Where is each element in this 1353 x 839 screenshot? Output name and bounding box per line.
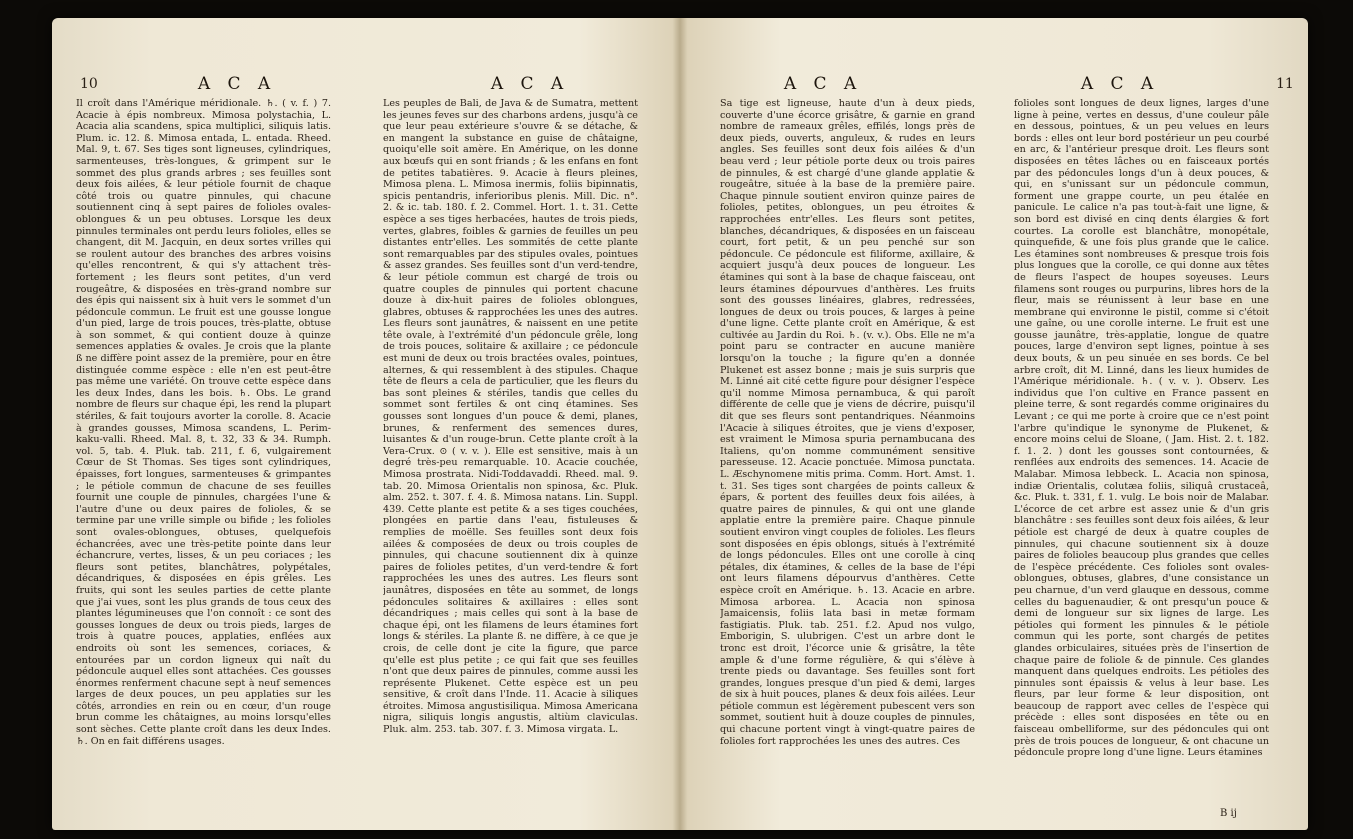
text-column-b: [383, 98, 638, 798]
folio-left: 10: [80, 76, 98, 92]
text-column-b: [1014, 98, 1269, 798]
running-head-right-col: A C A: [490, 74, 570, 94]
column-text: Il croît dans l'Amérique méridionale. ♄. ( v. f. ) 7. Acacie à épis nombreux. Mimosa polystachia, L. Acacia alia scandens, spica multiplici, siliquis latis. Plum. ic. 12. ß. Mimosa entada, L. entada. Rheed. Mal. 9, t. 67. Ses tiges sont ligneuses, cylindriques, sarmenteuses, très-longues, & grimpent sur le sommet des plus grands arbres ; ses feuilles sont deux fois ailées, & leur pétiole fournit de chaque côté trois ou quatre pinnules, qui chacune soutiennent cinq à sept paires de folioles ovales-oblongues & un peu obtuses. Lorsque les deux pinnules terminales ont perdu leurs folioles, elles se changent, dit M. Jacquin, en deux sortes vrilles qui se roulent autour des branches des arbres voisins qu'elles rencontrent, & qui s'y attachent très-fortement ; les fleurs sont petites, d'un verd rougeâtre, & disposées en très-grand nombre sur des épis qui naissent six à huit vers le sommet d'un pédoncule commun. Le fruit est une gousse longue d'un pied, large de trois pouces, très-platte, obtuse à son sommet, & qui contient douze à quinze semences applaties & ovales. Je crois que la plante ß ne diffère point assez de la première, pour en être distinguée comme espèce : elle n'en est peut-être pas même une variété. On trouve cette espèce dans les deux Indes, dans les bois. ♄. Obs. Le grand nombre de fleurs sur chaque épi, les rend la plupart stériles, & fait toujours avorter la corolle. 8. Acacie à grandes gousses, Mimosa scandens, L. Perim-kaku-valli. Rheed. Mal. 8, t. 32, 33 & 34. Rumph. vol. 5, tab. 4. Pluk. tab. 211, f. 6, vulgairement Cœur de St Thomas. Ses tiges sont cylindriques, épaisses, fort longues, sarmenteuses & grimpantes ; le pétiole commun de chacune de ses feuilles fournit une couple de pinnules, chargées l'une & l'autre d'une ou deux paires de folioles, & se termine par une vrille simple ou bifide ; les folioles sont ovales-oblongues, obtuses, quelquefois échancrées, avec une très-petite pointe dans leur échancrure, vertes, lisses, & un peu coriaces ; les fleurs sont petites, blanchâtres, polypétales, décandriques, & disposées en épis grêles. Les fruits, qui sont les seules parties de cette plante que j'ai vues, sont les plus grands de tous ceux des plantes légumineuses que l'on connoît : ce sont des gousses longues de deux ou trois pieds, larges de trois à quatre pouces, applaties, enflées aux endroits où sont les semences, coriaces, & entourées par un cordon ligneux qui naît du pédoncule auquel elles sont attachées. Ces gousses énormes renferment chacune sept à neuf semences larges de deux pouces, un peu applaties sur les côtés, arrondies en rein ou en cœur, d'un rouge brun comme les châtaignes, au moins lorsqu'elles sont sèches. Cette plante croît dans les deux Indes. ♄. On en fait différens usages.: [76, 98, 331, 747]
text-column-a: [76, 98, 331, 798]
left-page: [52, 18, 680, 830]
folio-right: 11: [1276, 76, 1294, 92]
text-column-a: [720, 98, 975, 798]
running-head-left-col: A C A: [783, 74, 863, 94]
column-text: folioles sont longues de deux lignes, larges d'une ligne à peine, vertes en dessus, d'une couleur pâle en dessous, pointues, & un peu velues en leurs bords : elles ont leur bord postérieur un peu courbé en arc, & l'antérieur presque droit. Les fleurs sont disposées en têtes lâches ou en faisceaux portés par des pédoncules longs d'un à deux pouces, & qui, en s'unissant sur un pédoncule commun, forment une grappe courte, un peu étalée en panicule. Le calice n'a pas tout-à-fait une ligne, & son bord est divisé en cinq dents élargies & fort courtes. La corolle est blanchâtre, monopétale, quinquefide, & une fois plus grande que le calice. Les étamines sont nombreuses & presque trois fois plus longues que la corolle, ce qui donne aux têtes de fleurs l'aspect de houpes soyeuses. Leurs filamens sont rouges ou purpurins, libres hors de la fleur, mais se réunissent à leur base en une membrane qui environne le pistil, comme si c'étoit une gaîne, ou une corolle interne. Le fruit est une gousse jaunâtre, très-applatie, longue de quatre pouces, large d'environ sept lignes, pointue à ses deux bouts, & un peu sinuée en ses bords. Ce bel arbre croît, dit M. Linné, dans les lieux humides de l'Amérique méridionale. ♄. ( v. v. ). Observ. Les individus que l'on cultive en France passent en pleine terre, & sont regardés comme originaires du Levant ; ce qui me porte à croire que ce n'est point l'arbre qu'indique le synonyme de Plukenet, & encore moins celui de Sloane, ( Jam. Hist. 2. t. 182. f. 1. 2. ) dont les gousses sont contournées, & renflées aux endroits des semences. 14. Acacie de Malabar. Mimosa lebbeck. L. Acacia non spinosa, indiæ Orientalis, colutæa foliis, siliquâ crustaceâ, &c. Pluk. t. 331, f. 1. vulg. Le bois noir de Malabar. L'écorce de cet arbre est assez unie & d'un gris blanchâtre : ses feuilles sont deux fois ailées, & leur pétiole est chargé de deux à quatre couples de pinnules, qui chacune soutiennent six à douze paires de folioles beaucoup plus grandes que celles de l'espèce précédente. Ces folioles sont ovales-oblongues, obtuses, glabres, d'une consistance un peu charnue, d'un verd glauque en dessous, comme celles du baguenaudier, & ont presqu'un pouce & demi de longueur sur six lignes de large. Les pétioles qui forment les pinnules & le pétiole commun qui les porte, sont chargés de petites glandes orbiculaires, situées près de l'insertion de chaque paire de foliole & de pinnule. Ces glandes manquent dans quelques endroits. Les pétioles des pinnules sont épaissis & velus à leur base. Les fleurs, par leur forme & leur disposition, ont beaucoup de rapport avec celles de l'espèce qui précède : elles sont disposées en tête ou en faisceau ombelliforme, sur des pédoncules qui ont près de trois pouces de longueur, & ont chacune un pédoncule propre long d'une ligne. Leurs étamines: [1014, 98, 1269, 759]
column-text: Sa tige est ligneuse, haute d'un à deux pieds, couverte d'une écorce grisâtre, & garnie en grand nombre de rameaux grêles, effilés, longs près de deux pieds, ouverts, anguleux, & rudes en leurs angles. Ses feuilles sont deux fois ailées & d'un beau verd ; leur pétiole porte deux ou trois paires de pinnules, & est chargé d'une glande applatie & rougeâtre, située à la base de la première paire. Chaque pinnule soutient environ quinze paires de folioles, petites, oblongues, un peu étroites & rapprochées entr'elles. Les fleurs sont petites, blanches, décandriques, & disposées en un faisceau court, fort petit, & un peu penché sur son pédoncule. Ce pédoncule est filiforme, axillaire, & acquiert jusqu'à deux pouces de longueur. Les étamines qui sont à la base de chaque faisceau, ont leurs étamines dépourvues d'anthères. Les fruits sont des gousses linéaires, glabres, redressées, longues de deux ou trois pouces, & larges à peine d'une ligne. Cette plante croît en Amérique, & est cultivée au Jardin du Roi. ♄. (v. v.). Obs. Elle ne m'a point paru se contracter en aucune manière lorsqu'on la touche ; la figure qu'en a donnée Plukenet est assez bonne ; mais je suis surpris que M. Linné ait cité cette figure pour désigner l'espèce qu'il nomme Mimosa pernambuca, & qui paroît différente de celle que je viens de décrire, puisqu'il dit que ses fleurs sont pentandriques. Néanmoins l'Acacie à siliques étroites, que je viens d'exposer, est vraiment le Mimosa spuria pernambucana des Italiens, qu'on nomme communément sensitive paresseuse. 12. Acacie ponctuée. Mimosa punctata. L. Æschynomene mitis prima. Comm. Hort. Amst. 1. t. 31. Ses tiges sont chargées de points calleux & épars, & portent des feuilles deux fois ailées, à quatre paires de pinnules, & qui ont une glande applatie entre la première paire. Chaque pinnule soutient environ vingt couples de folioles. Les fleurs sont disposées en épis oblongs, situés à l'extrémité de longs pédoncules. Elles ont une corolle à cinq pétales, dix étamines, & celles de la base de l'épi ont leurs filamens dépourvus d'anthères. Cette espèce croît en Amérique. ♄. 13. Acacie en arbre. Mimosa arborea. L. Acacia non spinosa Jamaicensis, foliis lata basi in metæ formam fastigiatis. Pluk. tab. 251. f.2. Apud nos vulgo, Emborigin, S. ulubrigen. C'est un arbre dont le tronc est droit, l'écorce unie & grisâtre, la tête ample & d'une forme régulière, & qui s'élève à trente pieds ou davantage. Ses feuilles sont fort grandes, longues presque d'un pied & demi, larges de six à huit pouces, planes & deux fois ailées. Leur pétiole commun est légèrement pubescent vers son sommet, soutient huit à douze couples de pinnules, qui chacune portent vingt à vingt-quatre paires de folioles fort rapprochées les unes des autres. Ces: [720, 98, 975, 747]
book-spread: [52, 18, 1308, 830]
running-head-left-col: A C A: [197, 74, 277, 94]
right-page: [680, 18, 1308, 830]
signature-mark: B ij: [1220, 808, 1237, 819]
running-head-right-col: A C A: [1080, 74, 1160, 94]
column-text: Les peuples de Bali, de Java & de Sumatra, mettent les jeunes feves sur des charbons ardens, jusqu'à ce que leur peau extérieure s'ouvre & se détache, & en mangent la substance en guise de châtaigne, quoiqu'elle soit amère. En Amérique, on les donne aux bœufs qui en sont friands ; & les enfans en font de petites tabatières. 9. Acacie à fleurs pleines, Mimosa plena. L. Mimosa inermis, foliis bipinnatis, spicis pentandris, inferioribus plenis. Mill. Dic. n°. 2. & ic. tab. 180. f. 2. Commel. Hort. 1. t. 31. Cette espèce a ses tiges herbacées, hautes de trois pieds, vertes, glabres, foibles & garnies de feuilles un peu distantes entr'elles. Les sommités de cette plante sont remarquables par des stipules ovales, pointues & assez grandes. Ses feuilles sont d'un verd-tendre, & leur pétiole commun est chargé de trois ou quatre couples de pinnules qui portent chacune douze à dix-huit paires de folioles oblongues, glabres, obtuses & rapprochées les unes des autres. Les fleurs sont jaunâtres, & naissent en une petite tête ovale, à l'extrémité d'un pédoncule grêle, long de trois pouces, solitaire & axillaire ; ce pédoncule est muni de deux ou trois bractées ovales, pointues, alternes, & qui ressemblent à des stipules. Chaque tête de fleurs a cela de particulier, que les fleurs du bas sont pleines & stériles, tandis que celles du sommet sont fertiles & ont cinq étamines. Ses gousses sont longues d'un pouce & demi, planes, brunes, & renferment des semences dures, luisantes & d'un rouge-brun. Cette plante croît à la Vera-Crux. ⊙ ( v. v. ). Elle est sensitive, mais à un degré très-peu remarquable. 10. Acacie couchée, Mimosa prostrata. Nidi-Toddavaddi. Rheed. mal. 9. tab. 20. Mimosa Orientalis non spinosa, &c. Pluk. alm. 252. t. 307. f. 4. ß. Mimosa natans. Lin. Suppl. 439. Cette plante est petite & a ses tiges couchées, plongées en partie dans l'eau, fistuleuses & remplies de moëlle. Ses feuilles sont deux fois ailées & composées de deux ou trois couples de pinnules, qui chacune soutiennent dix à quinze paires de folioles petites, d'un verd-tendre & fort rapprochées les unes des autres. Les fleurs sont jaunâtres, disposées en tête au sommet, de longs pédoncules solitaires & axillaires : elles sont décandriques ; mais celles qui sont à la base de chaque épi, ont les filamens de leurs étamines fort longs & stériles. La plante ß. ne diffère, à ce que je crois, de celle dont je cite la figure, que parce qu'elle est plus petite ; ce qui fait que ses feuilles n'ont que deux paires de pinnules, comme aussi les représente Plukenet. Cette espèce est un peu sensitive, & croît dans l'Inde. 11. Acacie à siliques étroites. Mimosa angustisiliqua. Mimosa Americana nigra, siliquis longis angustis, altiùm claviculas. Pluk. alm. 253. tab. 307. f. 3. Mimosa virgata. L.: [383, 98, 638, 736]
